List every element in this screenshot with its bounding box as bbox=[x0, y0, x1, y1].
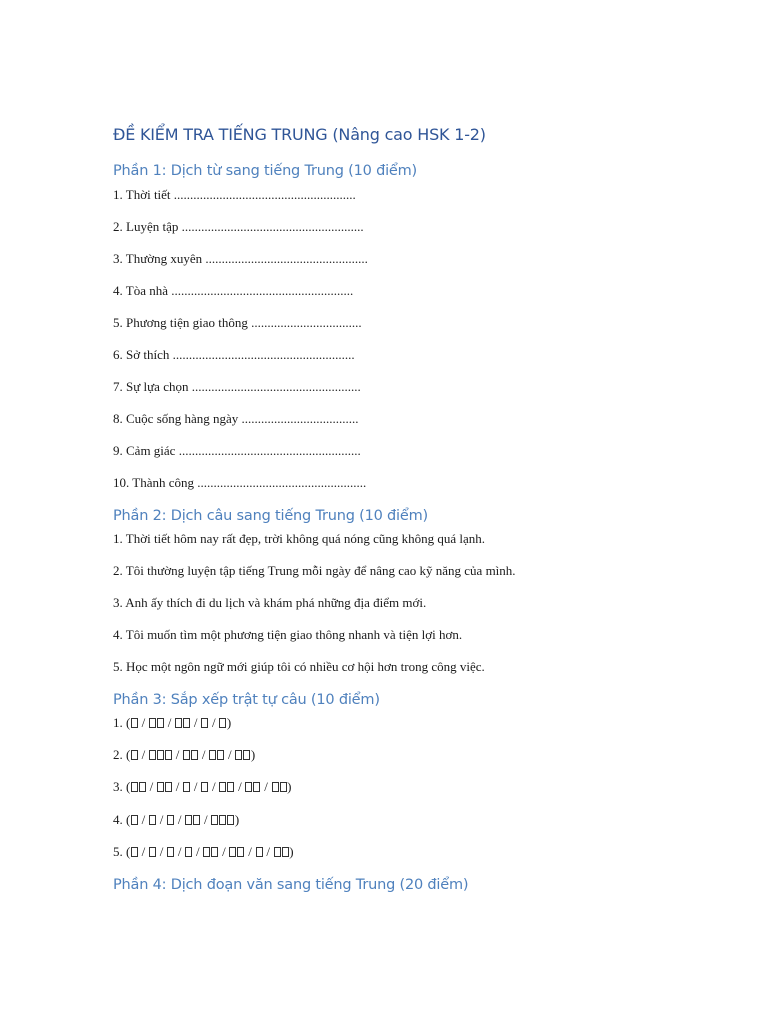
part3-item bbox=[113, 844, 294, 860]
part2-item: 3. Anh ấy thích đi du lịch và khám phá những địa điểm mới. bbox=[113, 595, 427, 610]
part3-item-number: 5. ( bbox=[113, 844, 131, 859]
part2-heading: Phần 2: Dịch câu sang tiếng Trung (10 điểm) bbox=[113, 508, 428, 524]
missing-glyph-box bbox=[219, 718, 226, 728]
separator: / bbox=[174, 812, 185, 827]
missing-glyph-box bbox=[282, 847, 289, 857]
part1-item: 7. Sự lựa chọn .................................................... bbox=[113, 379, 361, 394]
missing-glyph-box bbox=[165, 782, 172, 792]
missing-glyph-box bbox=[157, 782, 164, 792]
word-group bbox=[219, 715, 227, 730]
missing-glyph-box bbox=[227, 782, 234, 792]
missing-glyph-box bbox=[203, 847, 210, 857]
missing-glyph-box bbox=[167, 815, 174, 825]
word-group bbox=[209, 747, 225, 762]
part3-item-number: 3. ( bbox=[113, 779, 131, 794]
missing-glyph-box bbox=[149, 718, 156, 728]
missing-glyph-box bbox=[131, 815, 138, 825]
part1-item: 1. Thời tiết ........................................................ bbox=[113, 187, 356, 202]
word-group bbox=[183, 779, 191, 794]
separator: / bbox=[138, 812, 149, 827]
part3-item bbox=[113, 747, 255, 763]
word-group bbox=[203, 844, 219, 859]
missing-glyph-box bbox=[280, 782, 287, 792]
word-group bbox=[167, 844, 175, 859]
separator: / bbox=[208, 779, 219, 794]
missing-glyph-box bbox=[139, 782, 146, 792]
word-group bbox=[148, 715, 164, 730]
closing-paren: ) bbox=[287, 779, 292, 794]
missing-glyph-box bbox=[211, 815, 218, 825]
missing-glyph-box bbox=[149, 750, 156, 760]
word-group bbox=[201, 715, 209, 730]
missing-glyph-box bbox=[157, 750, 164, 760]
word-group bbox=[219, 779, 235, 794]
part1-item: 9. Cảm giác ........................................................ bbox=[113, 443, 361, 458]
word-group bbox=[273, 844, 289, 859]
closing-paren: ) bbox=[289, 844, 294, 859]
part3-item bbox=[113, 715, 231, 731]
separator: / bbox=[208, 715, 219, 730]
separator: / bbox=[190, 715, 201, 730]
part1-item: 3. Thường xuyên .................................................. bbox=[113, 251, 368, 266]
missing-glyph-box bbox=[219, 815, 226, 825]
missing-glyph-box bbox=[183, 782, 190, 792]
missing-glyph-box bbox=[272, 782, 279, 792]
word-group bbox=[183, 747, 199, 762]
part3-heading: Phần 3: Sắp xếp trật tự câu (10 điểm) bbox=[113, 692, 380, 708]
missing-glyph-box bbox=[131, 782, 138, 792]
missing-glyph-box bbox=[219, 782, 226, 792]
missing-glyph-box bbox=[256, 847, 263, 857]
missing-glyph-box bbox=[245, 782, 252, 792]
word-group bbox=[201, 779, 209, 794]
separator: / bbox=[244, 844, 256, 859]
part1-item: 2. Luyện tập ........................................................ bbox=[113, 219, 364, 234]
word-group bbox=[130, 779, 146, 794]
missing-glyph-box bbox=[131, 847, 138, 857]
separator: / bbox=[190, 779, 201, 794]
separator: / bbox=[260, 779, 272, 794]
part3-item-number: 1. ( bbox=[113, 715, 131, 730]
separator: / bbox=[234, 779, 245, 794]
part1-item: 4. Tòa nhà ........................................................ bbox=[113, 283, 354, 298]
missing-glyph-box bbox=[253, 782, 260, 792]
missing-glyph-box bbox=[217, 750, 224, 760]
part2-item: 5. Học một ngôn ngữ mới giúp tôi có nhiều cơ hội hơn trong công việc. bbox=[113, 659, 485, 674]
part2-item: 2. Tôi thường luyện tập tiếng Trung mỗi ngày để nâng cao kỹ năng của mình. bbox=[113, 563, 516, 578]
word-group bbox=[185, 812, 201, 827]
separator: / bbox=[156, 844, 167, 859]
separator: / bbox=[138, 715, 149, 730]
closing-paren: ) bbox=[234, 812, 240, 827]
missing-glyph-box bbox=[201, 782, 208, 792]
missing-glyph-box bbox=[185, 847, 192, 857]
word-group bbox=[229, 844, 245, 859]
missing-glyph-box bbox=[165, 750, 172, 760]
missing-glyph-box bbox=[235, 750, 242, 760]
separator: / bbox=[156, 812, 167, 827]
separator: / bbox=[146, 779, 157, 794]
part1-item: 8. Cuộc sống hàng ngày .................................... bbox=[113, 411, 359, 426]
missing-glyph-box bbox=[193, 815, 200, 825]
word-group bbox=[175, 715, 191, 730]
missing-glyph-box bbox=[167, 847, 174, 857]
word-group bbox=[245, 779, 261, 794]
part3-item bbox=[113, 779, 291, 795]
word-group bbox=[156, 779, 172, 794]
missing-glyph-box bbox=[185, 815, 192, 825]
separator: / bbox=[138, 844, 149, 859]
missing-glyph-box bbox=[201, 718, 208, 728]
missing-glyph-box bbox=[191, 750, 198, 760]
document-title: ĐỀ KIỂM TRA TIẾNG TRUNG (Nâng cao HSK 1-2) bbox=[113, 125, 486, 144]
part1-heading: Phần 1: Dịch từ sang tiếng Trung (10 điểm) bbox=[113, 163, 418, 179]
missing-glyph-box bbox=[211, 847, 218, 857]
missing-glyph-box bbox=[274, 847, 281, 857]
word-group bbox=[185, 844, 193, 859]
separator: / bbox=[218, 844, 229, 859]
closing-paren: ) bbox=[226, 715, 232, 730]
word-group bbox=[148, 747, 172, 762]
separator: / bbox=[263, 844, 274, 859]
separator: / bbox=[172, 747, 183, 762]
missing-glyph-box bbox=[175, 718, 182, 728]
separator: / bbox=[172, 779, 183, 794]
separator: / bbox=[192, 844, 203, 859]
part3-item bbox=[113, 812, 239, 828]
missing-glyph-box bbox=[227, 815, 234, 825]
missing-glyph-box bbox=[183, 750, 190, 760]
part3-item-number: 4. ( bbox=[113, 812, 131, 827]
part2-item: 4. Tôi muốn tìm một phương tiện giao thông nhanh và tiện lợi hơn. bbox=[113, 627, 463, 642]
missing-glyph-box bbox=[149, 815, 156, 825]
separator: / bbox=[174, 844, 185, 859]
missing-glyph-box bbox=[209, 750, 216, 760]
missing-glyph-box bbox=[237, 847, 244, 857]
missing-glyph-box bbox=[149, 847, 156, 857]
word-group bbox=[255, 844, 263, 859]
part4-heading: Phần 4: Dịch đoạn văn sang tiếng Trung (20 điểm) bbox=[113, 877, 469, 893]
part3-item-number: 2. ( bbox=[113, 747, 131, 762]
word-group bbox=[271, 779, 287, 794]
word-group bbox=[211, 812, 235, 827]
separator: / bbox=[200, 812, 211, 827]
part1-item: 6. Sở thích ........................................................ bbox=[113, 347, 355, 362]
part1-item: 5. Phương tiện giao thông .................................. bbox=[113, 315, 362, 330]
missing-glyph-box bbox=[183, 718, 190, 728]
missing-glyph-box bbox=[131, 718, 138, 728]
word-group bbox=[167, 812, 175, 827]
missing-glyph-box bbox=[131, 750, 138, 760]
missing-glyph-box bbox=[243, 750, 250, 760]
separator: / bbox=[164, 715, 175, 730]
missing-glyph-box bbox=[157, 718, 164, 728]
separator: / bbox=[198, 747, 209, 762]
missing-glyph-box bbox=[229, 847, 236, 857]
part2-item: 1. Thời tiết hôm nay rất đẹp, trời không quá nóng cũng không quá lạnh. bbox=[113, 531, 486, 546]
word-group bbox=[235, 747, 251, 762]
closing-paren: ) bbox=[250, 747, 256, 762]
separator: / bbox=[224, 747, 235, 762]
separator: / bbox=[138, 747, 149, 762]
part1-item: 10. Thành công .................................................... bbox=[113, 475, 367, 490]
